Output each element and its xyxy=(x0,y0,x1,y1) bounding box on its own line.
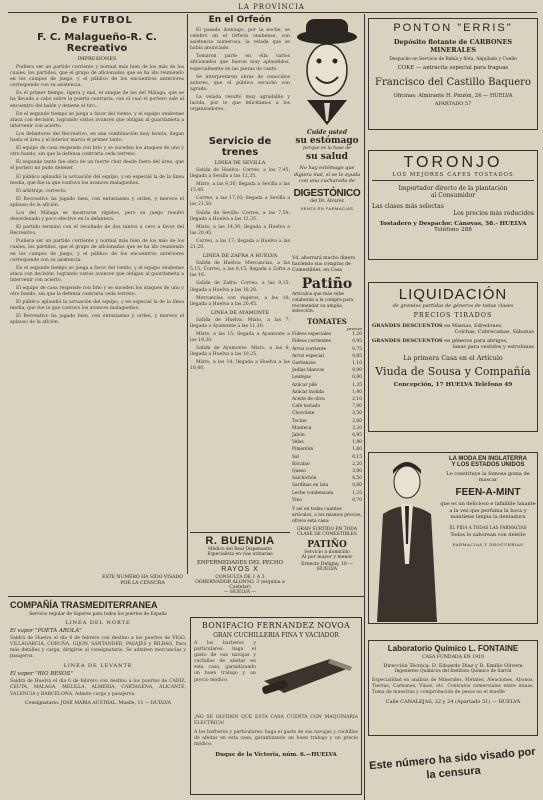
paragraph: En el segundo tiempo se juega a favor del viento, y el equipo onubense ataca con decisión, logrando varios avances que obligan al guardameta a intervenir con acierto. xyxy=(10,111,184,129)
specialty: ENFERMEDADES DEL PECHO xyxy=(196,560,284,566)
ad-line: Las clases más selectas xyxy=(372,203,444,210)
ad-footer: FARMACIAS Y DROGUERIAS xyxy=(452,541,524,547)
ad-note: ¡NO SE OLVIDEN QUE ESTA CASA CUENTA CON MAQUINARIA ELECTRICA! xyxy=(194,715,358,727)
doctor-name: R. BUENDIA xyxy=(205,535,275,547)
price-row xyxy=(292,475,362,482)
ad-line: Dirección Técnica: D. Eduardo Díaz y D. Emilio Olivera xyxy=(383,663,523,669)
brand-name: TORONJO xyxy=(403,154,503,171)
paragraph: El Recreativo ha jugado bien, con entusiasmo y orden, y merece el aplauso de la afición. xyxy=(10,314,184,326)
route-details: Saldrá de Huelva el día 4 de febrero con destino a los puertos de VIGO, VILLAGARCIA, CORUÑA, GIJON, SANTANDER, PASAJES y BILBAO. Para más detalles y carga, dirigirse al consignatario. Se admiten mercancías y pasajeros. xyxy=(10,636,186,660)
ad-line: No hay estómago que digiera mal, si se le ayuda con una cucharada de xyxy=(293,165,361,184)
schedule-entry: Salida de Sevilla: Correo, a las 7,50; llegada a Huelva a las 12,35. xyxy=(190,210,290,222)
schedule-entry: Mercancías con viajeros, a las 10; llegada a Huelva a las 20,45. xyxy=(190,295,290,307)
price-table-subtitle: precios xyxy=(347,326,362,332)
schedule-entry: Correo, a las 17,10; llegada a Sevilla a las 21,50. xyxy=(190,196,290,208)
business-type: GRAN CUCHILLERIA FINA Y VACIADOR xyxy=(213,632,339,639)
price-table xyxy=(292,331,362,504)
item-name: Queso xyxy=(292,469,306,475)
price-row xyxy=(292,389,362,396)
item-price: 0,75 xyxy=(352,346,362,352)
ad-line: Ingenieros Químicos del Instituto Químico de Sarriá xyxy=(394,669,512,674)
column-rule xyxy=(364,14,365,800)
item-price: 2,20 xyxy=(352,461,362,467)
ad-line: de grandes partidas de géneros de todas clases xyxy=(392,303,514,309)
item-price: 1,80 xyxy=(352,440,362,446)
divider xyxy=(190,532,290,533)
item-name: Fideos especiales xyxy=(292,332,332,338)
ad-intro: Artículos que más sube colaboran a la compra para recomendar su amplia selección: xyxy=(292,292,354,315)
ad-line: COKE — antracita especial para fraguas xyxy=(397,65,509,71)
ad-line: Los precios más reducidos xyxy=(453,210,534,217)
bonifacio-ad xyxy=(190,617,362,795)
po-box: APARTADO 57 xyxy=(434,101,472,107)
paragraph: En el segundo tiempo se juega a favor del viento, y el equipo onubense ataca con decisión, logrando varios avances que obligan al guardameta a intervenir con acierto. xyxy=(10,265,184,283)
item-name: Café tostado xyxy=(292,404,321,410)
paragraph: Es el primer tiempo, ligera y mal, el ataque de los del Málaga, que se ha llevado a cabo sobre la puerta contraria, con el cual el portero sale al encuentro del balón y detiene el tiro... xyxy=(10,91,184,109)
item-name: Vino xyxy=(292,497,302,503)
item-name: Azúcar pilé xyxy=(292,382,318,388)
article-body xyxy=(190,28,290,113)
item-price: 6,50 xyxy=(352,476,362,482)
header-rule xyxy=(8,12,537,13)
product-name: FEEN-A-MINT xyxy=(455,487,521,498)
item-price: 1,60 xyxy=(352,447,362,453)
ad-highlight: GRANDES DESCUENTOS xyxy=(372,338,443,344)
item-price: 2,60 xyxy=(352,418,362,424)
section-title: De FUTBOL xyxy=(61,15,133,26)
price-row xyxy=(292,331,362,338)
paragraph: Pudiera ser un partido corriente y normal más bien de los más de los cuales, los partidos, que el grupo de aficionados que se ha ido reuniendo en los campos de juego, y el público de los encuentros anteriores corresponde con su asistencia. xyxy=(10,239,184,263)
line-heading: LINEA DE SEVILLA xyxy=(214,160,266,166)
ad-line: CASA FUNDADA EN 1910 xyxy=(422,655,484,660)
product-maker: del Dr. Alvarez xyxy=(310,198,344,204)
ad-body: Especialidad en análisis de Minerales, Metales, Aleaciones, Abonos, Tierras, Carbones, Vinos, etc. Contratos comerciales entre minas. Toma de muestras y comprobación de pesos en el muelle xyxy=(372,678,534,696)
article-headline: En el Orfeón xyxy=(208,15,272,25)
ad-body: A los barberos y particulares: haga el gasto de sus navajas y cuchillas de afeitar en esta casa, garantizando un buen trabajo y un precio módico. xyxy=(194,730,358,748)
divider xyxy=(8,596,364,597)
ad-line: Servicio regular de Vapores para todos los puertos de España xyxy=(29,612,167,617)
business-address: Duque de la Victoria, núm. 6.—HUELVA xyxy=(215,752,337,759)
item-name: Manteca xyxy=(292,425,312,431)
line-heading: LINEA DE ZAFRA A HUELVA xyxy=(202,253,278,260)
schedule-entry: Mixto, a las 15; llegada a Ayamonte a las 19,30. xyxy=(190,331,290,344)
schedule-body xyxy=(190,261,290,308)
business-address: Concepción, 17 HUELVA Teléfono 49 xyxy=(393,382,513,388)
schedule-entry: Salida de Zafra: Correo, a las 9,15; llegada a Huelva a las 18,20. xyxy=(190,281,290,293)
paragraph: El público aplaudió la actuación del equipo, y en especial la de la línea media, que fue la que contuvo los avances malagueños. xyxy=(10,300,184,312)
item-price: 2,10 xyxy=(352,397,362,403)
ad-line: Médico del Real Dispensario xyxy=(208,547,272,552)
store-address: Ernesto Deligny, 10 — HUELVA xyxy=(301,562,353,573)
paragraph: El segundo tanto fue obra de un fuerte chut desde fuera del área, que el portero no pudo detener. xyxy=(10,160,184,172)
ship-name: El vapor "POETA AROLA" xyxy=(10,628,82,634)
item-price: 3,20 xyxy=(352,425,362,431)
feen-a-mint-ad xyxy=(368,452,538,624)
ad-line: mascar xyxy=(478,477,498,483)
item-name: Chocolate xyxy=(292,411,315,417)
schedule-entry: Mixto, a las 9,30; llegada a Sevilla a las 15,40. xyxy=(190,182,290,194)
consult-hours: CONSULTA DE 1 A 3 xyxy=(215,575,265,580)
razor-illustration xyxy=(260,641,356,711)
price-row xyxy=(292,346,362,353)
orfeon-article xyxy=(190,15,290,135)
item-name: Sardinas en lata xyxy=(292,483,329,489)
paragraph: El público aplaudió la actuación del equipo, y en especial la de la línea media, que fue la que contuvo los avances malagueños. xyxy=(10,174,184,186)
price-row xyxy=(292,446,362,453)
price-row xyxy=(292,410,362,417)
schedule-entry: Mixto, a las 14; llegada a Huelva a las 18,40. xyxy=(190,360,290,372)
item-name: Velas xyxy=(292,440,304,446)
item-name: Aceite de oliva xyxy=(292,397,325,403)
censorship-text: ESTE NUMERO HA SIDO VISADO POR LA CENSURA xyxy=(102,575,183,586)
item-price: 0,90 xyxy=(352,368,362,374)
price-row xyxy=(292,418,362,425)
schedule-entry: Mixto, a las 14,30; llegada a Huelva a las 20,45. xyxy=(190,224,290,236)
doctor-city: — HUELVA — xyxy=(223,590,257,595)
paragraph: Se interpretaron obras de conocidos autores, que el público escuchó con agrado. xyxy=(190,74,290,92)
schedule-body xyxy=(190,318,290,373)
store-name: Patiño xyxy=(301,276,353,292)
article-body xyxy=(10,65,184,327)
ad-line: su salud xyxy=(306,152,348,162)
price-row xyxy=(292,396,362,403)
line-heading: LINEA DE AYAMONTE xyxy=(210,309,270,316)
price-row xyxy=(292,403,362,410)
digestonico-ad xyxy=(292,15,362,255)
item-price: 0,95 xyxy=(352,339,362,345)
product-name: DIGESTÓNICO xyxy=(293,187,361,199)
paragraph: El Recreativo ha jugado bien, con entusiasmo y orden, y merece el aplauso de la afición. xyxy=(10,196,184,208)
column-rule xyxy=(187,14,188,574)
business-address: Calle CANALEJAS, 22 y 24 (Apartado 51) — HUELVA xyxy=(385,699,521,706)
paragraph: El equipo de casa responde con brío y se suceden los ataques de uno y otro bando, sin que la defensa contraria ceda terreno. xyxy=(10,146,184,158)
route-details: Saldrá de Huelva el día 6 de febrero con destino a los puertos de CADIZ, CEUTA, MALAGA, MELILLA, ALMERIA, CARTAGENA, ALICANTE, VALENCIA y BARCELONA. Admite carga y pasajeros. xyxy=(10,679,186,697)
ad-line: en géneros para abrigos, xyxy=(444,338,508,344)
ad-line: Lo constituye la famosa goma de xyxy=(446,471,530,477)
price-row xyxy=(292,425,362,432)
doctor-address: GOBERNADOR ALONSO, 3 (esquina a Castelar) xyxy=(195,580,285,590)
ad-note: Y así en todas cuantos artículos, a los mismos precios, ofrece esta casa: xyxy=(292,507,362,524)
owner-name: Francisco del Castillo Baquero xyxy=(375,77,531,88)
ad-line: PRECIOS TIRADOS xyxy=(413,311,493,319)
schedule-entry: Salida de Huelva: Correo, a las 7,45; llegada a Sevilla a las 12,35. xyxy=(190,168,290,180)
paragraph: El arbitraje, correcto. xyxy=(16,188,67,194)
route-heading: LINEA DE LEVANTE xyxy=(63,663,133,670)
ad-footer: VENTA EN FARMACIAS xyxy=(300,205,354,211)
ad-line: porque es la base de xyxy=(302,146,352,151)
price-row xyxy=(292,360,362,367)
censorship-text: Este número ha sido visado por la censura xyxy=(368,745,537,782)
ad-line: Servicio a domicilio xyxy=(304,550,350,556)
fontaine-lab-ad xyxy=(368,640,538,736)
item-name: Sal xyxy=(292,454,300,460)
censorship-banner xyxy=(368,740,538,796)
company-name: COMPAÑÍA TRASMEDITERRANEA xyxy=(10,600,158,610)
ad-headline: LA MODA EN INGLATERRA xyxy=(448,456,528,462)
specialty: RAYOS X xyxy=(221,566,259,573)
paragraph: El equipo de casa responde con brío y se suceden los ataques de uno y otro bando, sin que la defensa contraria ceda terreno. xyxy=(10,286,184,298)
paragraph: Los del Málaga se mostraron rápidos, pero su juego resultó desordenado y poco efectivo en la delantera. xyxy=(10,210,184,223)
ad-body: que es un delicioso e infalible laxante a la vez que perfuma la boca y mantiene limpia la dentadura xyxy=(440,501,536,521)
schedule-entry: Correo, a las 17; llegada a Huelva a las 21,20. xyxy=(190,238,290,251)
ad-line: Despacho en Servicio de Bahía y flota, Alquilado y Cuello xyxy=(389,57,517,62)
item-price: 0,15 xyxy=(352,454,362,460)
item-name: Lentejas xyxy=(292,375,311,381)
ad-line: Todos lo saborean con deleite xyxy=(450,531,526,538)
patino-ad xyxy=(292,276,362,573)
item-name: Salchichón xyxy=(292,476,317,482)
censorship-note xyxy=(100,575,185,595)
ad-line: Especialista en vías urinarias xyxy=(207,552,273,557)
item-name: Arroz especial xyxy=(292,353,324,359)
business-name: PONTON "ERRIS" xyxy=(393,22,513,34)
ad-line: al Consumidor xyxy=(430,192,476,199)
ad-line: en Mantas, Edredones, xyxy=(444,323,503,329)
item-price: 1,35 xyxy=(352,382,362,388)
item-name: Arroz corriente xyxy=(292,346,327,352)
item-name: Azúcar molida xyxy=(292,389,324,395)
business-address: Tostadero y Despacho: Cánovas, 58.- HUELVA xyxy=(379,221,527,227)
agent-address: Consignatario: JOSE MARIA AUSTRAL. Muelle, 11 — HUELVA xyxy=(25,700,171,706)
paragraph: El pasado domingo, por la noche, se celebró en el Orfeón onubense, con asistencia numerosa, la velada que se había anunciado. xyxy=(190,28,290,52)
paragraph: El partido terminó con el resultado de dos tantos a cero a favor del Recreativo. xyxy=(10,225,184,237)
paragraph: La velada resultó muy agradable y lucida, por lo que felicitamos a los organizadores. xyxy=(190,94,290,113)
newspaper-name: LA PROVINCIA xyxy=(238,3,305,11)
item-name: Fideos corrientes xyxy=(292,339,331,345)
item-name: Pimentón xyxy=(292,447,314,453)
ad-line: su estómago xyxy=(295,136,359,146)
phone: Teléfono 288 xyxy=(434,227,472,233)
ad-caption: Vd. ahorrará mucho dinero haciendo sus compras de Comestibles, en Casa xyxy=(292,256,356,273)
man-with-hat-illustration xyxy=(292,15,362,125)
liquidacion-ad xyxy=(368,282,538,432)
item-price: 3,50 xyxy=(352,411,362,417)
item-name: Leche condensada xyxy=(292,490,334,496)
schedule-entry: Salida de Huelva: Mixto, a las 7; llegada a Ayamonte a las 11,10. xyxy=(190,317,290,329)
route-heading: LINEA DEL NORTE xyxy=(65,620,131,626)
item-price: 0,80 xyxy=(352,375,362,381)
price-row xyxy=(292,497,362,504)
store-name: PATIÑO xyxy=(307,540,347,551)
item-price: 1,40 xyxy=(352,389,362,395)
article-headline: F. C. Malagueño-R. C. Recreativo xyxy=(37,32,157,54)
price-row xyxy=(292,338,362,345)
ad-line: GRAN SURTIDO EN TODA CLASE DE COMESTIBLES xyxy=(297,527,357,538)
item-price: 1,25 xyxy=(352,490,362,496)
price-row xyxy=(292,490,362,497)
train-schedule xyxy=(190,136,290,531)
paragraph: Los delanteros del Recreativo, en una combinación muy bonita, llegan hasta el área y el interior marca el primer tanto. xyxy=(10,131,184,144)
football-article xyxy=(10,15,184,575)
ad-text xyxy=(439,456,537,621)
gentleman-illustration xyxy=(371,454,441,624)
item-price: 0,60 xyxy=(352,483,362,489)
price-row xyxy=(292,367,362,374)
business-name: Viuda de Sousa y Compañía xyxy=(375,365,531,378)
ad-highlight: GRANDES DESCUENTOS xyxy=(372,323,443,329)
item-price: 0,70 xyxy=(352,497,362,503)
schedule-entry: Salida de Huelva: Mercancías, a las 5,15; Correo, a las 8,15; llegada a Zafra a las 16. xyxy=(190,261,290,279)
price-row xyxy=(292,461,362,468)
ponton-erris-ad xyxy=(368,18,538,130)
ad-line: Colchas, Cubrecamas, Sábanas xyxy=(454,329,534,335)
patino-intro xyxy=(292,256,362,274)
newspaper-header xyxy=(0,3,543,12)
ad-headline: LIQUIDACIÓN xyxy=(398,286,508,303)
item-price: 3,80 xyxy=(352,469,362,475)
ad-line: EL PIDA A TODAS LAS FARMACIAS xyxy=(449,524,527,530)
ad-line: lanas para vestidos y estrofanas xyxy=(452,344,534,350)
ad-line: Depósito flotante de CARBONES MINERALES xyxy=(393,38,513,54)
business-name: BONIFACIO FERNANDEZ NOVOA xyxy=(201,621,351,630)
schedule-entry: Salida de Ayamonte: Mixto, a las 6; llegada a Huelva a las 10,25. xyxy=(190,346,290,358)
business-name: Laboratorio Químico L. FONTAINE xyxy=(387,644,519,653)
brand-tagline: LOS MEJORES CAFES TOSTADOS xyxy=(372,172,534,181)
article-headline: Servicio de trenes xyxy=(208,136,272,158)
ad-body: A los barberos y particulares: haga el gasto de sus navajas y cuchillas de afeitar en esta casa, garantizando un buen trabajo y un precio módico. xyxy=(194,641,256,683)
business-address: Oficinas: Almirante H. Pinzón, 24 — HUELVA xyxy=(393,93,513,99)
ad-line: Al por mayor y menor xyxy=(301,555,353,561)
toronjo-ad xyxy=(368,150,538,260)
ad-line: Cuide usted xyxy=(306,129,348,136)
price-row xyxy=(292,454,362,461)
price-row xyxy=(292,353,362,360)
trasmediterranea-ad xyxy=(10,600,186,796)
ad-line: La primera Casa en el Artículo xyxy=(403,354,503,362)
price-row xyxy=(292,482,362,489)
paragraph: Tomaron parte en ella varios aficionados que fueron muy aplaudidos, especialmente en las piezas de canto. xyxy=(190,54,290,72)
item-name: Jabón xyxy=(292,433,305,439)
item-name: Tocino xyxy=(292,418,307,424)
item-price: 0,85 xyxy=(352,353,362,359)
price-row xyxy=(292,382,362,389)
item-price: 7,00 xyxy=(352,404,362,410)
ad-headline: Y LOS ESTADOS UNIDOS xyxy=(451,462,525,468)
item-name: Bacalao xyxy=(292,461,310,467)
ship-name: El vapor "RIO BESOS" xyxy=(10,671,73,678)
price-row xyxy=(292,468,362,475)
item-price: 0,95 xyxy=(352,433,362,439)
price-row xyxy=(292,374,362,381)
paragraph: Pudiera ser un partido corriente y normal más bien de los más de los cuales, los partidos, que el grupo de aficionados que se ha ido reuniendo en los campos de juego, y el público de los encuentros anteriores corresponde con su asistencia. xyxy=(10,65,184,89)
buendia-ad xyxy=(190,535,290,615)
price-row xyxy=(292,439,362,446)
price-table-title: TOMATES xyxy=(307,317,347,327)
item-price: 1,10 xyxy=(352,361,362,366)
item-name: Judías blancas xyxy=(292,368,325,374)
schedule-body xyxy=(190,168,290,251)
article-subhead: IMPRESIONES xyxy=(77,56,117,62)
price-row xyxy=(292,432,362,439)
item-price: 1,20 xyxy=(352,332,362,338)
ad-line: Importador directo de la plantación xyxy=(398,185,508,192)
item-name: Garbanzos xyxy=(292,361,316,366)
